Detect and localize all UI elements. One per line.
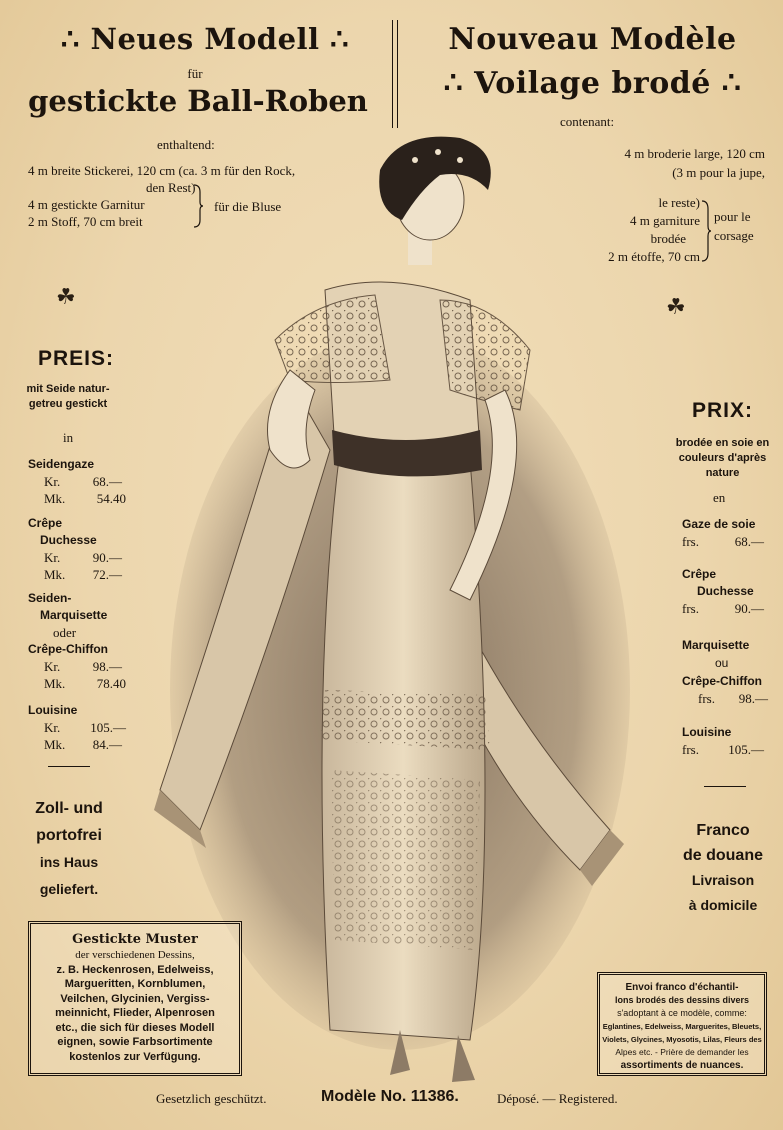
french-price-item — [682, 724, 764, 758]
german-title-line1: ∴ Neues Modell ∴ — [60, 22, 350, 56]
french-price-heading: PRIX: — [692, 399, 754, 422]
footer-model-number: Modèle No. 11386. — [321, 1088, 459, 1105]
german-content-line: 4 m gestickte Garnitur — [28, 197, 145, 212]
french-title-line1: Nouveau Modèle — [448, 22, 737, 57]
french-samples-line: assortiments de nuances. — [620, 1060, 744, 1071]
french-samples-line: lons brodés des dessins divers — [614, 995, 750, 1005]
french-samples-line: Violets, Glycines, Myosotis, Lilas, Fleurs des — [602, 1035, 762, 1044]
french-price-item-name: Marquisette — [682, 638, 750, 652]
currency-label: frs. — [682, 601, 699, 616]
german-price-item-name: Crêpe-Chiffon — [28, 642, 108, 656]
german-price-note-1: mit Seide natur- — [26, 383, 110, 395]
french-bodice-label-1: pour le — [714, 209, 751, 224]
price-value: 68.— — [92, 474, 122, 489]
german-price-item-name: Seiden- — [28, 591, 72, 605]
german-price-item-name: Louisine — [28, 703, 78, 717]
french-price-item-name: Louisine — [682, 725, 732, 739]
french-shipping-line: de douane — [682, 847, 763, 864]
price-value: 72.— — [92, 567, 122, 582]
price-value: 105.— — [90, 720, 126, 735]
currency-label: Kr. — [44, 720, 61, 735]
price-value: 90.— — [92, 550, 122, 565]
french-price-item — [682, 515, 764, 551]
german-samples-line: meinnicht, Flieder, Alpenrosen — [55, 1007, 215, 1019]
currency-label: Mk. — [44, 567, 66, 582]
german-samples-line: kostenlos zur Verfügung. — [69, 1050, 201, 1063]
german-title-fuer: für — [187, 66, 203, 81]
french-price-item-name: ou — [715, 656, 729, 670]
shamrock-ornament-icon: ☘ — [666, 295, 686, 320]
header-divider — [392, 20, 398, 128]
german-price-item — [28, 456, 126, 507]
french-samples-line: s'adoptant à ce modèle, comme: — [617, 1008, 747, 1018]
footer-registered: Déposé. — Registered. — [497, 1091, 618, 1106]
french-price-in: en — [713, 490, 726, 505]
french-price-item — [682, 566, 764, 617]
german-shipping — [14, 795, 124, 903]
french-content-line: 4 m garniture — [629, 213, 700, 228]
french-price-note — [670, 436, 775, 481]
german-title-line2: gestickte Ball-Roben — [28, 84, 368, 118]
german-samples-line: der verschiedenen Dessins, — [75, 949, 195, 961]
german-shipping-line: ins Haus — [39, 854, 99, 870]
german-samples-line: Margueritten, Kornblumen, — [64, 978, 206, 990]
currency-label: Kr. — [44, 550, 61, 565]
price-value: 68.— — [734, 534, 764, 549]
currency-label: frs. — [698, 691, 715, 706]
german-price-heading: PREIS: — [38, 347, 115, 370]
german-price-note — [18, 382, 118, 412]
german-content-line: 2 m Stoff, 70 cm breit — [28, 214, 143, 229]
currency-label: Kr. — [44, 474, 61, 489]
french-price-item-name: Crêpe — [682, 567, 717, 581]
german-price-in: in — [63, 430, 74, 445]
german-content-line: 4 m breite Stickerei, 120 cm (ca. 3 m für den Rock, — [28, 163, 296, 178]
french-price-note-2: couleurs d'après — [678, 452, 767, 464]
divider — [48, 766, 90, 767]
french-price-item-name: Crêpe-Chiffon — [682, 674, 762, 688]
french-brace — [700, 200, 712, 262]
french-price-item-name: Duchesse — [697, 584, 754, 598]
price-value: 90.— — [734, 601, 764, 616]
german-samples-line: z. B. Heckenrosen, Edelweiss, — [56, 963, 214, 976]
currency-label: Mk. — [44, 737, 66, 752]
footer-protected: Gesetzlich geschützt. — [156, 1091, 267, 1106]
german-shipping-line: Zoll- und — [35, 800, 103, 817]
german-price-item-name: Seidengaze — [28, 457, 95, 471]
german-price-item-name: Crêpe — [28, 516, 63, 530]
price-value: 78.40 — [96, 676, 126, 691]
french-price-note-3: nature — [705, 467, 740, 479]
french-bodice-label — [714, 207, 774, 245]
french-title-line2: ∴ Voilage brodé ∴ — [443, 66, 742, 101]
french-content-line: 4 m broderie large, 120 cm — [624, 146, 765, 161]
price-value: 98.— — [738, 691, 768, 706]
german-price-note-2: getreu gestickt — [28, 398, 108, 410]
french-containing-label: contenant: — [560, 114, 615, 129]
french-samples-line: Eglantines, Edelweiss, Marguerites, Bleuets, — [602, 1022, 762, 1031]
french-shipping-line: à domicile — [688, 897, 758, 913]
currency-label: frs. — [682, 534, 699, 549]
french-bodice-label-2: corsage — [714, 228, 754, 243]
french-samples-line: Alpes etc. - Prière de demander les — [615, 1047, 749, 1057]
price-value: 54.40 — [96, 491, 126, 506]
price-value: 105.— — [728, 742, 764, 757]
french-price-note-1: brodée en soie en — [675, 437, 770, 449]
german-samples-line: Veilchen, Glycinien, Vergiss- — [60, 992, 210, 1005]
german-price-item-name: Duchesse — [40, 533, 97, 547]
german-shipping-line: portofrei — [36, 827, 102, 844]
french-shipping-line: Livraison — [691, 872, 755, 888]
french-price-item — [682, 636, 768, 707]
currency-label: Mk. — [44, 491, 66, 506]
currency-label: frs. — [682, 742, 699, 757]
price-value: 84.— — [92, 737, 122, 752]
french-shipping-line: Franco — [696, 822, 750, 839]
german-price-item-name: oder — [53, 625, 77, 640]
french-content-line: le reste) — [658, 195, 700, 210]
german-price-item — [28, 590, 126, 692]
german-price-item — [28, 515, 122, 583]
german-samples-box — [28, 921, 242, 1076]
french-samples-box — [597, 972, 767, 1076]
french-content-line: (3 m pour la jupe, — [672, 165, 765, 180]
french-shipping — [664, 818, 782, 918]
price-value: 98.— — [92, 659, 122, 674]
french-samples-line: Envoi franco d'échantil- — [625, 982, 739, 993]
german-price-item-name: Marquisette — [40, 608, 108, 622]
german-price-item — [28, 702, 126, 753]
currency-label: Kr. — [44, 659, 61, 674]
german-containing-label: enthaltend: — [157, 137, 215, 152]
german-samples-line: eignen, sowie Farbsortimente — [57, 1036, 213, 1048]
french-price-item-name: Gaze de soie — [682, 517, 756, 531]
german-samples-line: etc., die sich für dieses Modell — [55, 1021, 215, 1034]
currency-label: Mk. — [44, 676, 66, 691]
divider — [704, 786, 746, 787]
german-blouse-label: für die Bluse — [214, 199, 282, 214]
german-shipping-line: geliefert. — [39, 881, 99, 897]
french-content-line: 2 m étoffe, 70 cm — [608, 249, 700, 264]
german-content-line: den Rest) — [146, 180, 196, 195]
german-samples-title: Gestickte Muster — [72, 932, 198, 947]
french-content-line: brodée — [650, 231, 686, 246]
shamrock-ornament-icon: ☘ — [56, 285, 76, 310]
